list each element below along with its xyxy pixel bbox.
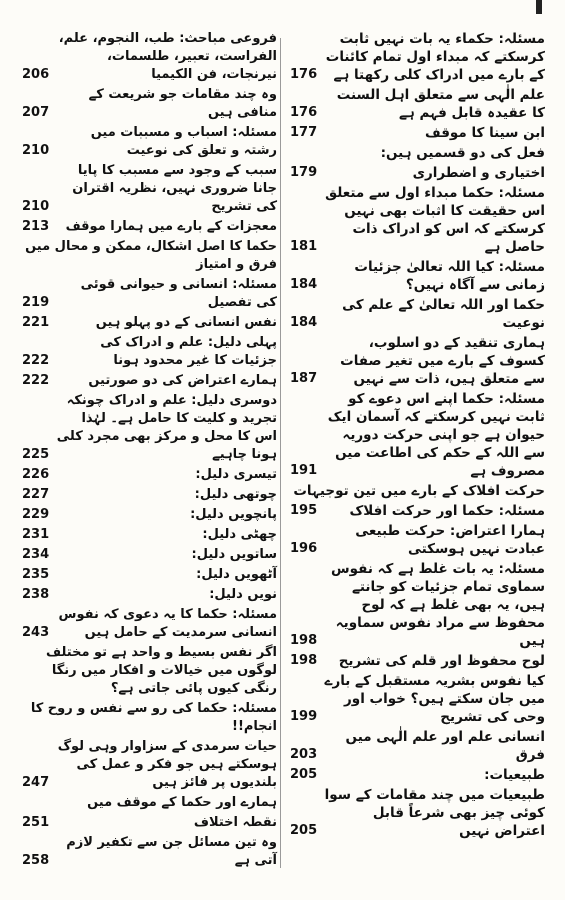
toc-entry — [22, 314, 277, 332]
toc-entry-title: علم الٰہی سے متعلق اہل السنت کا عقیدہ قابل فہم ہے — [336, 87, 545, 121]
toc-entry-page-number: 177 — [290, 125, 318, 140]
toc-entry-page-number: 221 — [22, 315, 50, 330]
toc-entry-title: ابن سینا کا موقف — [425, 125, 545, 141]
toc-entry-page-number: 243 — [22, 625, 50, 640]
toc-entry-page-number: 195 — [290, 503, 318, 518]
toc-entry-title: آٹھویں دلیل: — [196, 567, 277, 582]
toc-entry-page-number: 229 — [22, 507, 50, 522]
toc-entry — [290, 652, 545, 670]
toc-entry-title: لوح محفوظ اور قلم کی تشریح — [338, 653, 545, 669]
toc-entry — [290, 786, 545, 840]
toc-entry-title: دوسری دلیل: علم و ادراک چونکہ تجرید و کلیت کا حامل ہے۔ لہٰذا اس کا محل و مرکز بھی مجرد کلی ہونا چاہیے — [56, 393, 277, 462]
toc-entry — [22, 566, 277, 584]
toc-entry-title: ہمارے اعتراض کی دو صورتیں — [88, 373, 277, 388]
toc-entry — [290, 184, 545, 256]
toc-entry — [22, 586, 277, 604]
toc-entry — [22, 238, 277, 274]
toc-entry-title: ہمارا اعتراض: حرکت طبیعی عبادت نہیں ہوسکتی — [355, 523, 545, 557]
toc-entry — [22, 738, 277, 792]
toc-entry — [290, 296, 545, 332]
toc-entry-title: مسئلہ: حکماء یہ بات نہیں ثابت کرسکتے کہ مبداء اول تمام کائنات کے بارے میں ادراک کلی رکھتا ہے — [325, 31, 545, 83]
toc-entry-page-number: 227 — [22, 487, 50, 502]
page-edge-mark — [536, 0, 542, 14]
toc-entry-title: اختیاری و اضطراری — [412, 165, 545, 181]
toc-entry-page-number: 203 — [290, 747, 318, 762]
toc-entry-page-number: 198 — [290, 653, 318, 668]
toc-entry — [22, 506, 277, 524]
toc-left-column — [22, 30, 277, 872]
toc-entry — [22, 466, 277, 484]
toc-entry — [290, 164, 545, 182]
toc-entry-page-number: 235 — [22, 567, 50, 582]
toc-entry — [290, 766, 545, 784]
toc-entry-page-number: 251 — [22, 815, 50, 830]
toc-entry-page-number: 222 — [22, 353, 50, 368]
toc-entry-page-number: 207 — [22, 105, 50, 120]
toc-entry-page-number: 198 — [290, 633, 318, 648]
toc-entry-title: فروعی مباحث: طب، النجوم، علم، الفراست، تعبیر، طلسمات، نیرنجات، فن الکیمیا — [58, 31, 277, 82]
toc-entry-title: ہماری تنقید کے دو اسلوب، کسوف کے بارے میں تغیر صفات سے متعلق ہیں، ذات سے نہیں — [340, 335, 545, 387]
toc-entry-title: نفس انسانی کے دو پہلو ہیں — [95, 315, 277, 330]
toc-entry — [290, 334, 545, 388]
toc-entry-page-number: 210 — [22, 143, 50, 158]
toc-entry — [290, 86, 545, 122]
toc-entry — [22, 124, 277, 160]
toc-entry-page-number: 210 — [22, 199, 50, 214]
toc-entry-title: حیات سرمدی کے سزاوار وہی لوگ ہوسکتے ہیں جو فکر و عمل کی بلندیوں پر فائز ہیں — [57, 739, 277, 790]
toc-entry-page-number: 206 — [22, 67, 50, 82]
toc-entry-title: حکما کا اصل اشکال، ممکن و محال میں فرق و امتیاز — [25, 239, 277, 272]
column-divider — [280, 38, 281, 868]
toc-entry-title: مسئلہ: حکما کی رو سے نفس و روح کا انجام!! — [30, 701, 277, 734]
toc-entry-title: چھٹی دلیل: — [202, 527, 277, 542]
toc-entry-page-number: 238 — [22, 587, 50, 602]
toc-entry-page-number: 184 — [290, 277, 318, 292]
toc-entry-title: مسئلہ: حکما مبداء اول سے متعلق اس حقیقت کا اثبات بھی نہیں کرسکتے کہ اس کو ادراک ذات حاصل ہے — [325, 185, 545, 255]
toc-entry-title: اگر نفس بسیط و واحد ہے تو مختلف لوگوں میں خیالات و افکار میں رنگا رنگی کیوں پائی جاتی ہے؟ — [45, 645, 277, 696]
toc-entry — [22, 606, 277, 642]
toc-entry — [22, 834, 277, 870]
toc-entry-page-number: 196 — [290, 541, 318, 556]
toc-entry-title: وہ چند مقامات جو شریعت کے منافی ہیں — [88, 87, 277, 120]
toc-entry — [290, 482, 545, 500]
toc-entry-page-number: 258 — [22, 853, 50, 868]
toc-entry-page-number: 226 — [22, 467, 50, 482]
toc-entry — [22, 218, 277, 236]
toc-entry-title: پانچویں دلیل: — [190, 507, 277, 522]
toc-entry-title: تیسری دلیل: — [195, 467, 277, 482]
toc-entry-title: مسئلہ: حکما اپنے اس دعوے کو ثابت نہیں کرسکتے کہ آسمان ایک حیوان ہے جو اپنی حرکت دوریہ سے اللہ کے حکم کی اطاعت میں مصروف ہے — [327, 391, 545, 479]
toc-entry-page-number: 213 — [22, 219, 50, 234]
toc-entry-page-number: 176 — [290, 67, 318, 82]
toc-entry — [22, 162, 277, 216]
toc-entry-page-number: 191 — [290, 463, 318, 478]
toc-entry — [22, 814, 277, 832]
toc-entry — [290, 390, 545, 480]
toc-entry — [22, 334, 277, 370]
toc-entry-page-number: 234 — [22, 547, 50, 562]
toc-entry-title: حرکت افلاک کے بارے میں تین توجیہات — [293, 483, 545, 499]
toc-right-column — [290, 30, 545, 842]
toc-entry — [22, 794, 277, 812]
toc-entry-title: ساتویں دلیل: — [191, 547, 277, 562]
toc-entry-title: وہ تین مسائل جن سے تکفیر لازم آتی ہے — [66, 835, 277, 868]
toc-entry — [290, 30, 545, 84]
toc-entry-title: مسئلہ: اسباب و مسببات میں رشتہ و تعلق کی نوعیت — [90, 125, 277, 158]
toc-entry-title: نقطہ اختلاف — [193, 815, 277, 830]
toc-entry-title: مسئلہ: حکما اور حرکت افلاک — [349, 503, 545, 519]
toc-entry-title: کیا نفوس بشریہ مستقبل کے بارے میں جان سکتے ہیں؟ خواب اور وحی کی تشریح — [324, 673, 545, 725]
toc-entry-title: نویں دلیل: — [209, 587, 277, 602]
toc-entry-page-number: 187 — [290, 371, 318, 386]
toc-entry — [290, 672, 545, 726]
toc-entry — [22, 526, 277, 544]
toc-entry — [22, 276, 277, 312]
toc-entry — [22, 392, 277, 464]
toc-entry-page-number: 179 — [290, 165, 318, 180]
toc-entry-title: مسئلہ: حکما کا یہ دعوی کہ نفوس انسانی سرمدیت کے حامل ہیں — [58, 607, 277, 640]
toc-entry-title: انسانی علم اور علم الٰہی میں فرق — [345, 729, 545, 763]
toc-entry-title: فعل کی دو قسمیں ہیں: — [380, 145, 545, 161]
toc-entry-title: معجزات کے بارے میں ہمارا موقف — [65, 219, 277, 234]
toc-entry — [22, 86, 277, 122]
toc-entry-title: چوتھی دلیل: — [194, 487, 277, 502]
toc-entry-page-number: 176 — [290, 105, 318, 120]
toc-entry-title: مسئلہ: یہ بات غلط ہے کہ نفوس سماوی تمام جزئیات کو جانتے ہیں، یہ بھی غلط ہے کہ لوح محفوظ سے مراد نفوس سماویہ ہیں — [331, 561, 545, 649]
toc-entry — [22, 486, 277, 504]
toc-entry-page-number: 225 — [22, 447, 50, 462]
toc-entry — [290, 522, 545, 558]
toc-entry-title: طبیعیات: — [484, 767, 545, 783]
toc-entry-title: مسئلہ: انسانی و حیوانی قوئی کی تفصیل — [80, 277, 277, 310]
toc-entry-title: حکما اور اللہ تعالیٰ کے علم کی نوعیت — [342, 297, 545, 331]
toc-entry-page-number: 184 — [290, 315, 318, 330]
toc-entry-title: مسئلہ: کیا اللہ تعالیٰ جزئیات زمانی سے آگاہ نہیں؟ — [354, 259, 545, 293]
toc-entry-page-number: 205 — [290, 767, 318, 782]
toc-entry-page-number: 222 — [22, 373, 50, 388]
toc-entry — [290, 502, 545, 520]
toc-entry — [290, 124, 545, 142]
toc-entry — [290, 728, 545, 764]
toc-entry-title: ہمارے اور حکما کے موقف میں — [87, 795, 277, 810]
toc-entry-page-number: 199 — [290, 709, 318, 724]
toc-entry-title: پہلی دلیل: علم و ادراک کی جزئیات کا غیر محدود ہونا — [100, 335, 277, 368]
toc-entry-page-number: 231 — [22, 527, 50, 542]
toc-entry-page-number: 247 — [22, 775, 50, 790]
toc-entry — [22, 30, 277, 84]
toc-entry — [22, 700, 277, 736]
toc-entry-title: طبیعیات میں چند مقامات کے سوا کوئی چیز بھی شرعاً قابل اعتراض نہیں — [324, 787, 545, 839]
toc-entry-page-number: 205 — [290, 823, 318, 838]
toc-entry — [22, 644, 277, 698]
toc-entry-title: سبب کے وجود سے مسبب کا پایا جانا ضروری نہیں، نظریہ اقتران کی تشریح — [72, 163, 277, 214]
toc-entry — [290, 144, 545, 162]
toc-entry — [22, 546, 277, 564]
toc-entry-page-number: 181 — [290, 239, 318, 254]
toc-entry — [290, 258, 545, 294]
toc-entry — [290, 560, 545, 650]
toc-entry — [22, 372, 277, 390]
toc-entry-page-number: 219 — [22, 295, 50, 310]
